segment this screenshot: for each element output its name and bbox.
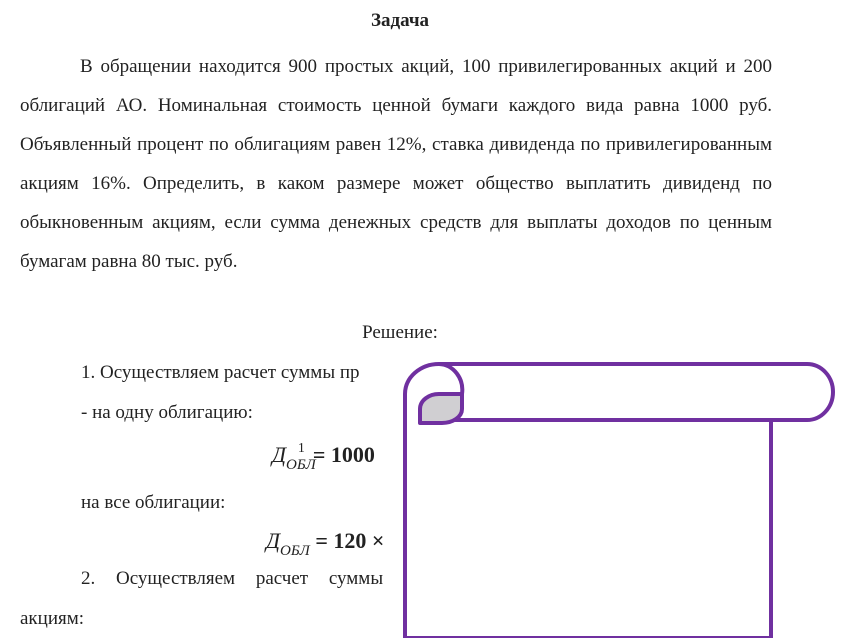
one-bond-label: - на одну облигацию: bbox=[81, 402, 253, 423]
formula-subscript: ОБЛ bbox=[280, 543, 310, 559]
formula-rhs: = 1000 bbox=[312, 442, 375, 467]
solution-heading: Решение: bbox=[362, 322, 438, 343]
all-bonds-label: на все облигации: bbox=[81, 492, 226, 513]
formula-symbol: Д bbox=[266, 528, 280, 553]
formula-symbol: Д bbox=[272, 442, 286, 467]
step-1-text: 1. Осуществляем расчет суммы пр bbox=[81, 362, 360, 383]
task-title: Задача bbox=[370, 10, 430, 31]
step-2-tail: акциям: bbox=[20, 608, 85, 629]
formula-rhs: = 120 × bbox=[315, 528, 385, 553]
formula-superscript: 1 bbox=[297, 440, 305, 456]
formula-subscript: ОБЛ bbox=[286, 457, 316, 473]
step-2-text: 2. Осуществляем расчет суммы bbox=[81, 568, 384, 589]
task-text: В обращении находится 900 простых акций, 100 привилегированных акций и 200 облигаций АО. Номинальная стоимость ценной бумаги каждого вида равна 1000 руб. Объявленный процент по облигациям равен 12%, ставка дивиденда по привилегированным акциям 16%. Определить, в каком размере может общество выплатить дивиденд по обыкновенным акциям, если сумма денежных средств для выплаты доходов по ценным бумагам равна 80 тыс. руб. bbox=[20, 56, 772, 272]
scroll-curl bbox=[420, 394, 462, 423]
scroll-body bbox=[405, 364, 833, 638]
